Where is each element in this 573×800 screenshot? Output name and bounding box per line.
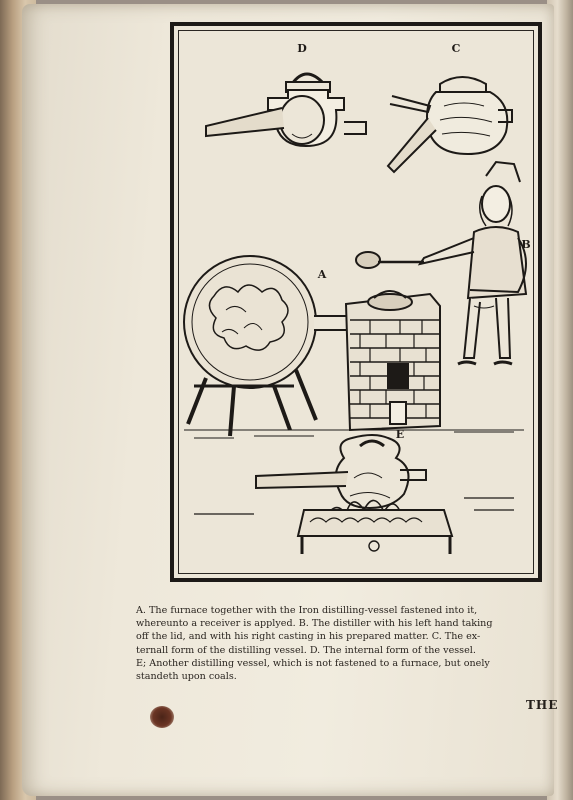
plate-caption: [136, 604, 568, 683]
caption-line: whereunto a receiver is applyed. B. The distiller with his left hand taking: [136, 618, 493, 630]
catchword: THE: [526, 698, 559, 712]
label-b: B: [521, 238, 531, 251]
ink-stain: [150, 706, 174, 728]
figure-e-vessel: [194, 435, 514, 554]
woodcut-illustration: [174, 26, 538, 578]
caption-line: A. The furnace together with the Iron distilling-vessel fastened into it,: [136, 605, 478, 616]
furnace: [346, 291, 440, 430]
label-c: C: [451, 42, 461, 55]
label-e: E: [395, 428, 405, 441]
book-page: [22, 4, 559, 796]
caption-line: standeth upon coals.: [136, 671, 237, 683]
label-a: A: [317, 268, 327, 281]
caption-line: off the lid, and with his right casting in his prepared matter. C. The ex-: [136, 631, 481, 643]
caption-line: ternall form of the distilling vessel. D. The internal form of the vessel.: [136, 644, 476, 656]
woodcut-plate: [170, 22, 542, 582]
figure-c-vessel: [388, 77, 512, 172]
figure-d-vessel: [206, 74, 366, 146]
figure-a-receiver: [184, 256, 350, 436]
label-d: D: [297, 42, 307, 55]
caption-line: E; Another distilling vessel, which is not fastened to a furnace, but onely: [136, 657, 490, 669]
